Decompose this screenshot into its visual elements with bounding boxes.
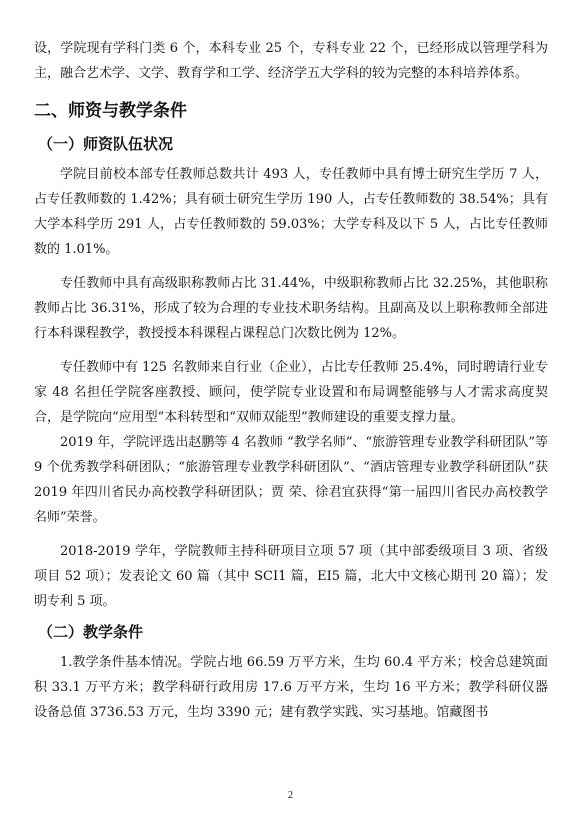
paragraph-faculty-education: 学院目前校本部专任教师总数共计 493 人，专任教师中具有博士研究生学历 7 人，占专任教师数的 1.42%；具有硕士研究生学历 190 人，占专任教师数的 38.54%；具有大学本科学历 291 人，占专任教师数的 59.03%；大学专科及以下 5 人，占比专任教师数的 1.01%。 [34, 167, 548, 257]
section-heading-faculty-and-teaching: 二、师资与教学条件 [34, 101, 187, 121]
subsection-heading-faculty-status: （一）师资队伍状况 [38, 135, 174, 153]
page-content [34, 36, 548, 725]
paragraph-continued: 设，学院现有学科门类 6 个，本科专业 25 个，专科专业 22 个，已经形成以管理学科为主，融合艺术学、文学、教育学和工学、经济学五大学科的较为完整的本科培养体系。 [34, 41, 548, 81]
paragraph-teaching-conditions: 1.教学条件基本情况。学院占地 66.59 万平方米，生均 60.4 平方米；校舍总建筑面积 33.1 万平方米；教学科研行政用房 17.6 万平方米，生均 16 平方米；教学科研仪器设备总值 3736.53 万元，生均 3390 元；建有教学实践、实习基地。馆藏图书 [34, 655, 548, 720]
paragraph-industry-teachers: 专任教师中有 125 名教师来自行业（企业），占比专任教师 25.4%，同时聘请行业专家 48 名担任学院客座教授、顾问，使学院专业设置和布局调整能够与人才需求高度契合，是学院向“应用型”本科转型和“双师双能型”教师建设的重要支撑力量。 [34, 360, 549, 425]
paragraph-awards-2019: 2019 年，学院评选出赵鹏等 4 名教师 “教学名师”、“旅游管理专业教学科研团队”等 9 个优秀教学科研团队；“旅游管理专业教学科研团队”、“酒店管理专业教学科研团队”获 2019 年四川省民办高校教学科研团队；贾 荣、徐君宜获得“第一届四川省民办高校教学名师”荣誉。 [34, 435, 548, 525]
subsection-heading-teaching-conditions: （二）教学条件 [38, 623, 144, 641]
paragraph-faculty-titles: 专任教师中具有高级职称教师占比 31.44%，中级职称教师占比 32.25%，其他职称教师占比 36.31%，形成了较为合理的专业技术职务结构。且副高及以上职称教师全部进行本科课程教学，教授授本科课程占课程总门次数比例为 12%。 [34, 276, 548, 341]
paragraph-research-projects: 2018-2019 学年，学院教师主持科研项目立项 57 项（其中部委级项目 3 项、省级项目 52 项）；发表论文 60 篇（其中 SCI1 篇，EI5 篇，北大中文核心期刊 20 篇）；发明专利 5 项。 [34, 544, 548, 609]
page-number: 2 [288, 790, 293, 801]
